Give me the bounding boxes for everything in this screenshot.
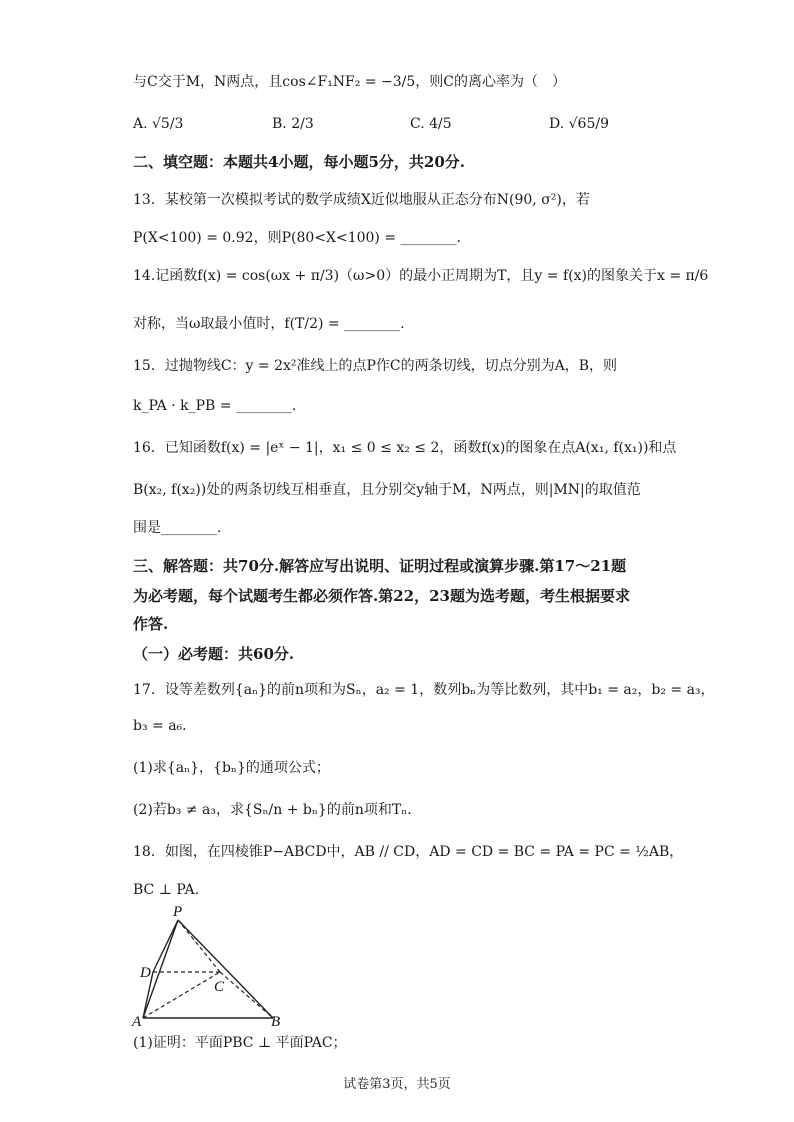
question-17-part-2: (2)若b₃ ≠ a₃，求{Sₙ/n + bₙ}的前n项和Tₙ. bbox=[133, 802, 412, 818]
subsection-required-heading: （一）必考题：共60分. bbox=[133, 645, 295, 663]
question-16-line-3: 围是________. bbox=[133, 520, 222, 536]
vertex-label-d: D bbox=[140, 965, 151, 981]
choice-d: D. √65/9 bbox=[549, 116, 609, 132]
question-18-line-1: 18．如图，在四棱锥P−ABCD中，AB // CD，AD = CD = BC = PA = PC = ½AB， bbox=[133, 844, 684, 860]
choice-a: A. √5/3 bbox=[133, 116, 184, 132]
section-2-heading: 二、填空题：本题共4小题，每小题5分，共20分. bbox=[133, 153, 465, 171]
vertex-label-c: C bbox=[214, 979, 225, 995]
question-14-line-1: 14.记函数f(x) = cos(ωx + π/3)（ω>0）的最小正周期为T，且y = f(x)的图象关于x = π/6 bbox=[133, 268, 709, 284]
question-15-line-2: k_PA · k_PB = ________. bbox=[133, 398, 297, 414]
section-3-heading-line-1: 三、解答题：共70分.解答应写出说明、证明过程或演算步骤.第17～21题 bbox=[133, 557, 627, 575]
pyramid-figure bbox=[125, 900, 295, 1030]
question-14-line-2: 对称，当ω取最小值时，f(T/2) = ________. bbox=[133, 316, 405, 332]
question-16-line-2: B(x₂, f(x₂))处的两条切线互相垂直，且分别交y轴于M，N两点，则|MN|的取值范 bbox=[133, 482, 641, 498]
vertex-label-p: P bbox=[173, 904, 183, 920]
edge-pb bbox=[178, 920, 273, 1018]
question-17-part-1: (1)求{aₙ}，{bₙ}的通项公式； bbox=[133, 760, 330, 776]
edge-pc-hidden bbox=[178, 920, 220, 972]
vertex-label-a: A bbox=[132, 1014, 142, 1030]
edge-cb-hidden bbox=[220, 972, 273, 1018]
edge-ac-hidden bbox=[143, 972, 220, 1018]
section-3-heading-line-3: 作答. bbox=[133, 615, 169, 633]
question-17-line-2: b₃ = a₆. bbox=[133, 718, 187, 734]
question-16-line-1: 16．已知函数f(x) = |eˣ − 1|，x₁ ≤ 0 ≤ x₂ ≤ 2，函数f(x)的图象在点A(x₁, f(x₁))和点 bbox=[133, 440, 677, 456]
edge-pd bbox=[153, 920, 178, 972]
vertex-label-b: B bbox=[271, 1014, 281, 1030]
section-3-heading-line-2: 为必考题，每个试题考生都必须作答.第22，23题为选考题，考生根据要求 bbox=[133, 587, 630, 605]
choice-c: C. 4/5 bbox=[410, 116, 452, 132]
question-13-line-2: P(X<100) = 0.92，则P(80<X<100) = ________. bbox=[133, 230, 461, 246]
question-18-part-1: (1)证明：平面PBC ⊥ 平面PAC； bbox=[133, 1035, 347, 1051]
page-footer: 试卷第3页，共5页 bbox=[343, 1077, 451, 1092]
question-13-line-1: 13．某校第一次模拟考试的数学成绩X近似地服从正态分布N(90, σ²)，若 bbox=[133, 192, 590, 208]
question-12-stem: 与C交于M，N两点，且cos∠F₁NF₂ = −3/5，则C的离心率为（ ） bbox=[133, 74, 566, 90]
question-18-line-2: BC ⊥ PA. bbox=[133, 882, 200, 898]
choice-b: B. 2/3 bbox=[272, 116, 314, 132]
question-15-line-1: 15．过抛物线C：y = 2x²准线上的点P作C的两条切线，切点分别为A，B，则 bbox=[133, 358, 618, 374]
question-17-line-1: 17．设等差数列{aₙ}的前n项和为Sₙ，a₂ = 1，数列bₙ为等比数列，其中b₁ = a₂，b₂ = a₃， bbox=[133, 682, 715, 698]
